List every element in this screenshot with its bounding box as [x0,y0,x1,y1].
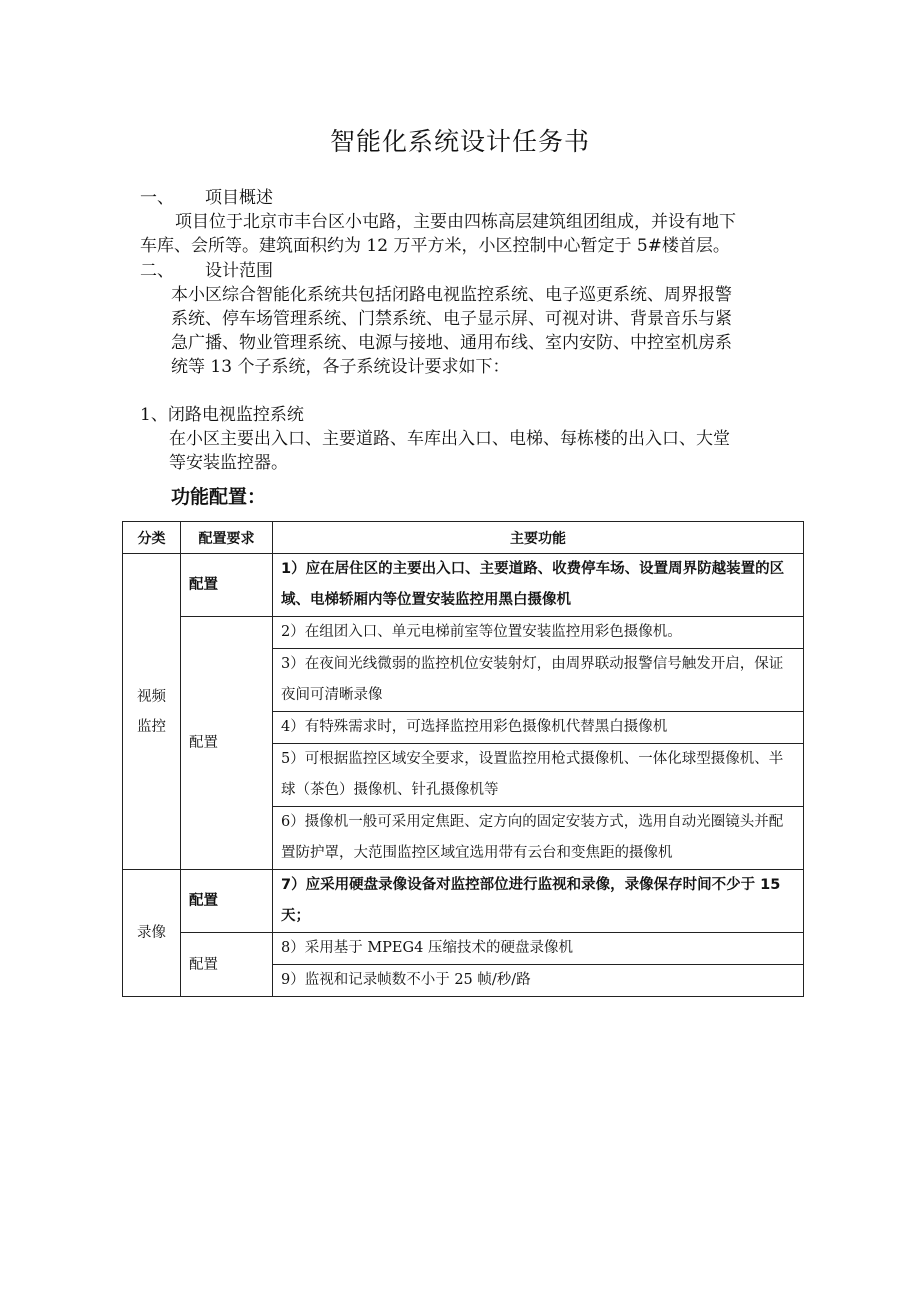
category-video-monitoring [123,554,181,870]
function-cell: 2）在组团入口、单元电梯前室等位置安装监控用彩色摄像机。 [273,617,804,649]
config-cell: 配置 [181,617,273,870]
section2-number: 二、 [140,261,174,281]
header-function: 主要功能 [273,522,804,554]
function-cell: 4）有特殊需求时，可选择监控用彩色摄像机代替黑白摄像机 [273,712,804,744]
table-row [123,933,804,965]
header-category: 分类 [123,522,181,554]
section2-line-4: 统等 13 个子系统，各子系统设计要求如下： [171,357,510,377]
section2-line-2: 系统、停车场管理系统、门禁系统、电子显示屏、可视对讲、背景音乐与紧 [171,309,732,329]
function-cell: 3）在夜间光线微弱的监控机位安装射灯，由周界联动报警信号触发开启，保证夜间可清晰录像 [273,649,804,712]
config-cell: 配置 [181,554,273,617]
section2-line-3: 急广播、物业管理系统、电源与接地、通用布线、室内安防、中控室机房系 [171,333,732,353]
function-cell: 6）摄像机一般可采用定焦距、定方向的固定安装方式，选用自动光圈镜头并配置防护罩，大范围监控区域宜选用带有云台和变焦距的摄像机 [273,807,804,870]
function-config-title: 功能配置： [171,486,267,508]
section3-line-1: 在小区主要出入口、主要道路、车库出入口、电梯、每栋楼的出入口、大堂 [169,429,730,449]
table-row [123,617,804,649]
section3-line-2: 等安装监控器。 [169,453,288,473]
section1-line-2: 车库、会所等。建筑面积约为 12 万平方米，小区控制中心暂定于 5#楼首层。 [140,236,730,256]
config-cell: 配置 [181,870,273,933]
section3-heading: 1、闭路电视监控系统 [140,405,304,425]
function-cell: 5）可根据监控区域安全要求，设置监控用枪式摄像机、一体化球型摄像机、半球（茶色）摄像机、针孔摄像机等 [273,744,804,807]
function-cell: 9）监视和记录帧数不小于 25 帧/秒/路 [273,965,804,997]
table-row [123,870,804,933]
header-config: 配置要求 [181,522,273,554]
section1-line-1: 项目位于北京市丰台区小屯路，主要由四栋高层建筑组团组成，并设有地下 [175,212,736,232]
table-header-row [123,522,804,554]
category-recording: 录像 [123,870,181,997]
section1-number: 一、 [140,188,174,208]
category-video-line1: 视频 [137,688,166,705]
section1-heading: 项目概述 [205,188,273,208]
config-cell: 配置 [181,933,273,997]
function-cell: 8）采用基于 MPEG4 压缩技术的硬盘录像机 [273,933,804,965]
table-row [123,554,804,617]
section2-line-1: 本小区综合智能化系统共包括闭路电视监控系统、电子巡更系统、周界报警 [171,285,732,305]
function-cell: 7）应采用硬盘录像设备对监控部位进行监视和录像，录像保存时间不少于 15 天； [273,870,804,933]
function-cell: 1）应在居住区的主要出入口、主要道路、收费停车场、设置周界防越装置的区域、电梯轿厢内等位置安装监控用黑白摄像机 [273,554,804,617]
document-title: 智能化系统设计任务书 [329,127,590,156]
category-video-line2: 监控 [137,718,166,735]
section2-heading: 设计范围 [205,261,273,281]
function-table [122,521,804,997]
